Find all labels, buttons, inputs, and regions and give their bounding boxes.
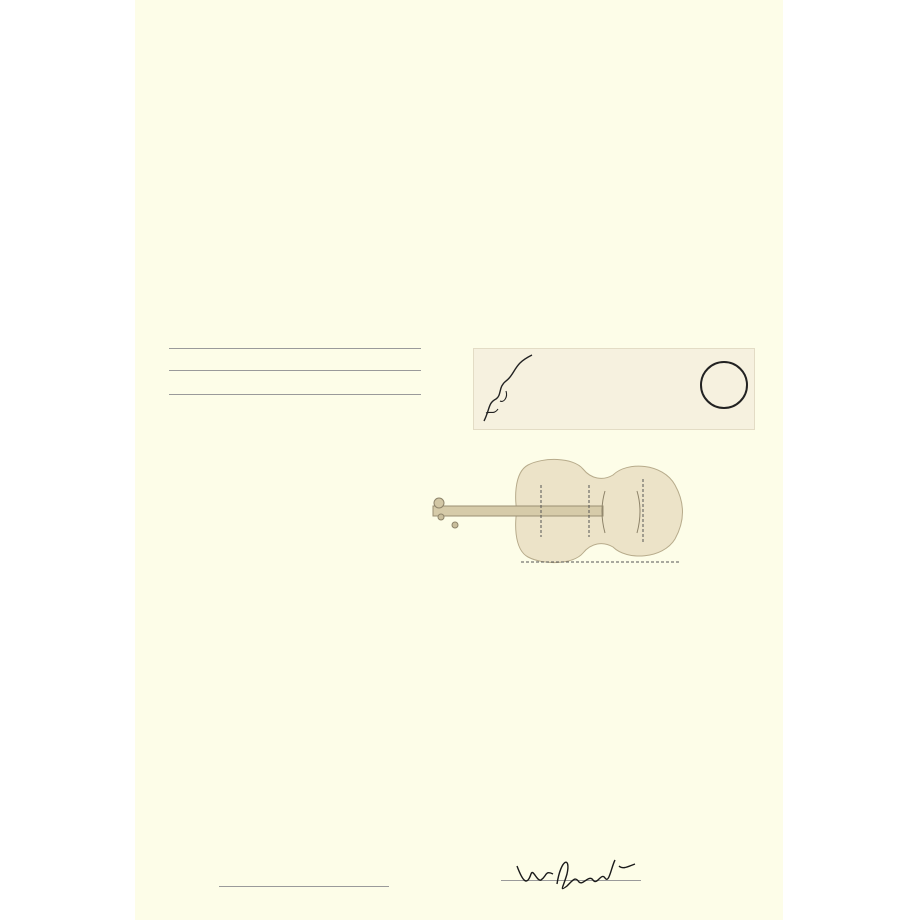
date-field (219, 868, 389, 887)
violin-diagram (413, 455, 703, 570)
violin-neck (433, 506, 603, 516)
label-signature-icon (476, 351, 536, 425)
strumento-field (169, 330, 421, 349)
violin-peg (438, 514, 444, 520)
violin-peg (452, 522, 458, 528)
anno-field (169, 376, 421, 395)
violin-label-image (473, 348, 755, 430)
modello-field (169, 352, 421, 371)
label-seal-stamp (700, 361, 748, 409)
violin-scroll (434, 498, 444, 508)
certificate-sheet (135, 0, 783, 920)
signature-icon (511, 852, 641, 894)
